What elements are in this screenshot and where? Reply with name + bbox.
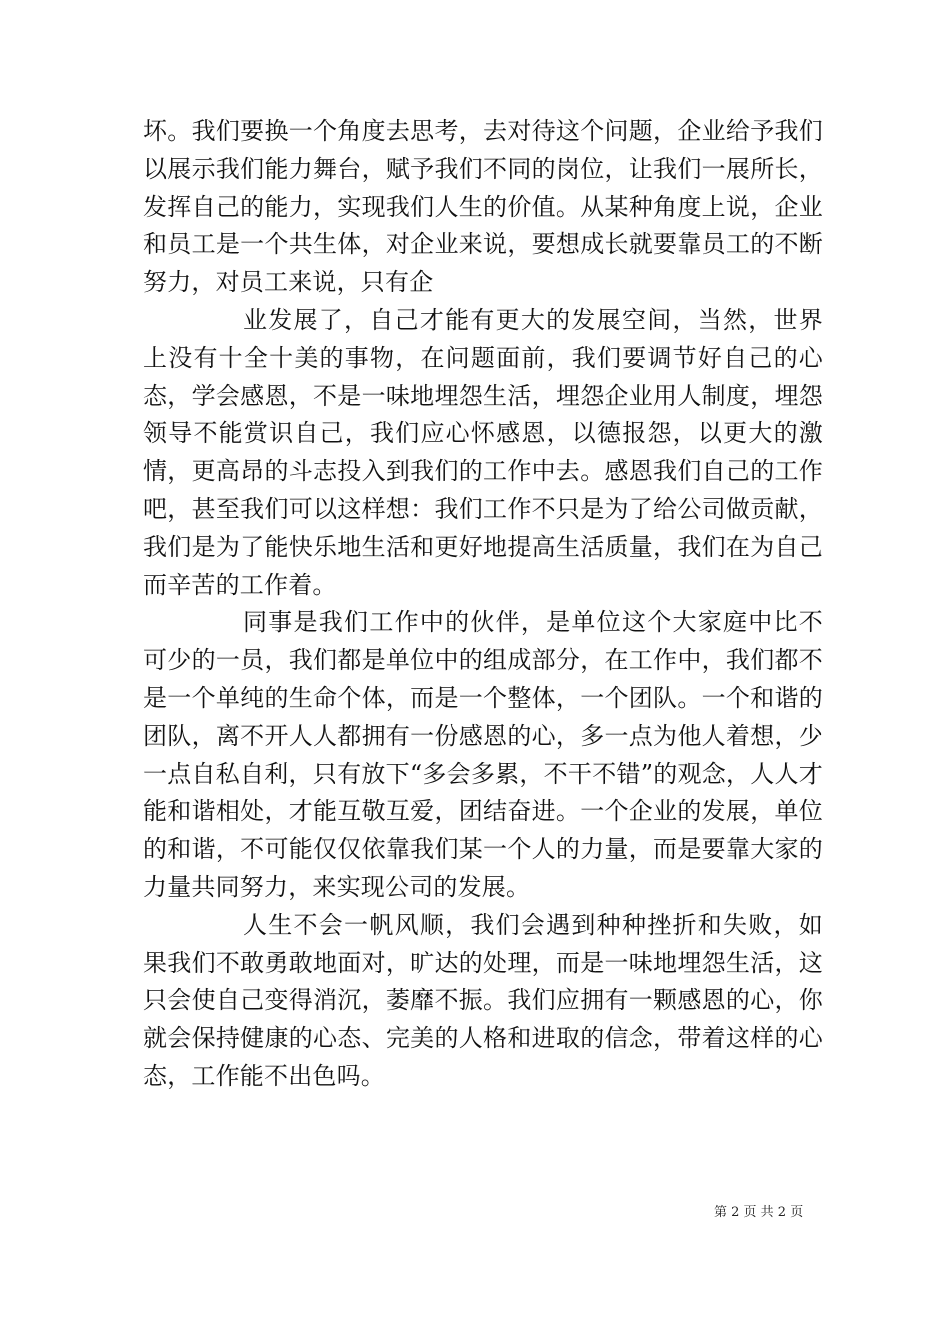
paragraph-continued: 坏。我们要换一个角度去思考，去对待这个问题，企业给予我们以展示我们能力舞台，赋予我们不同的岗位，让我们一展所长，发挥自己的能力，实现我们人生的价值。从某种角度上说，企业和员工是一个共生体，对企业来说，要想成长就要靠员工的不断努力，对员工来说，只有企 [143,117,823,297]
page-number-footer: 第 2 页 共 2 页 [714,1205,804,1220]
paragraph: 人生不会一帆风顺，我们会遇到种种挫折和失败，如果我们不敢勇敢地面对，旷达的处理，而是一味地埋怨生活，这只会使自己变得消沉，萎靡不振。我们应拥有一颗感恩的心，你就会保持健康的心态、完美的人格和进取的信念，带着这样的心态，工作能不出色吗。 [143,910,823,1090]
paragraph: 业发展了，自己才能有更大的发展空间，当然，世界上没有十全十美的事物，在问题面前，我们要调节好自己的心态，学会感恩，不是一味地埋怨生活，埋怨企业用人制度，埋怨领导不能赏识自己，我们应心怀感恩，以德报怨，以更大的激情，更高昂的斗志投入到我们的工作中去。感恩我们自己的工作吧，甚至我们可以这样想：我们工作不只是为了给公司做贡献，我们是为了能快乐地生活和更好地提高生活质量，我们在为自己而辛苦的工作着。 [143,305,823,599]
document-body [143,113,823,1096]
paragraph: 同事是我们工作中的伙伴，是单位这个大家庭中比不可少的一员，我们都是单位中的组成部分，在工作中，我们都不是一个单纯的生命个体，而是一个整体，一个团队。一个和谐的团队，离不开人人都拥有一份感恩的心，多一点为他人着想，少一点自私自利，只有放下“多会多累，不干不错”的观念，人人才能和谐相处，才能互敬互爱，团结奋进。一个企业的发展，单位的和谐，不可能仅仅依靠我们某一个人的力量，而是要靠大家的力量共同努力，来实现公司的发展。 [143,608,823,901]
